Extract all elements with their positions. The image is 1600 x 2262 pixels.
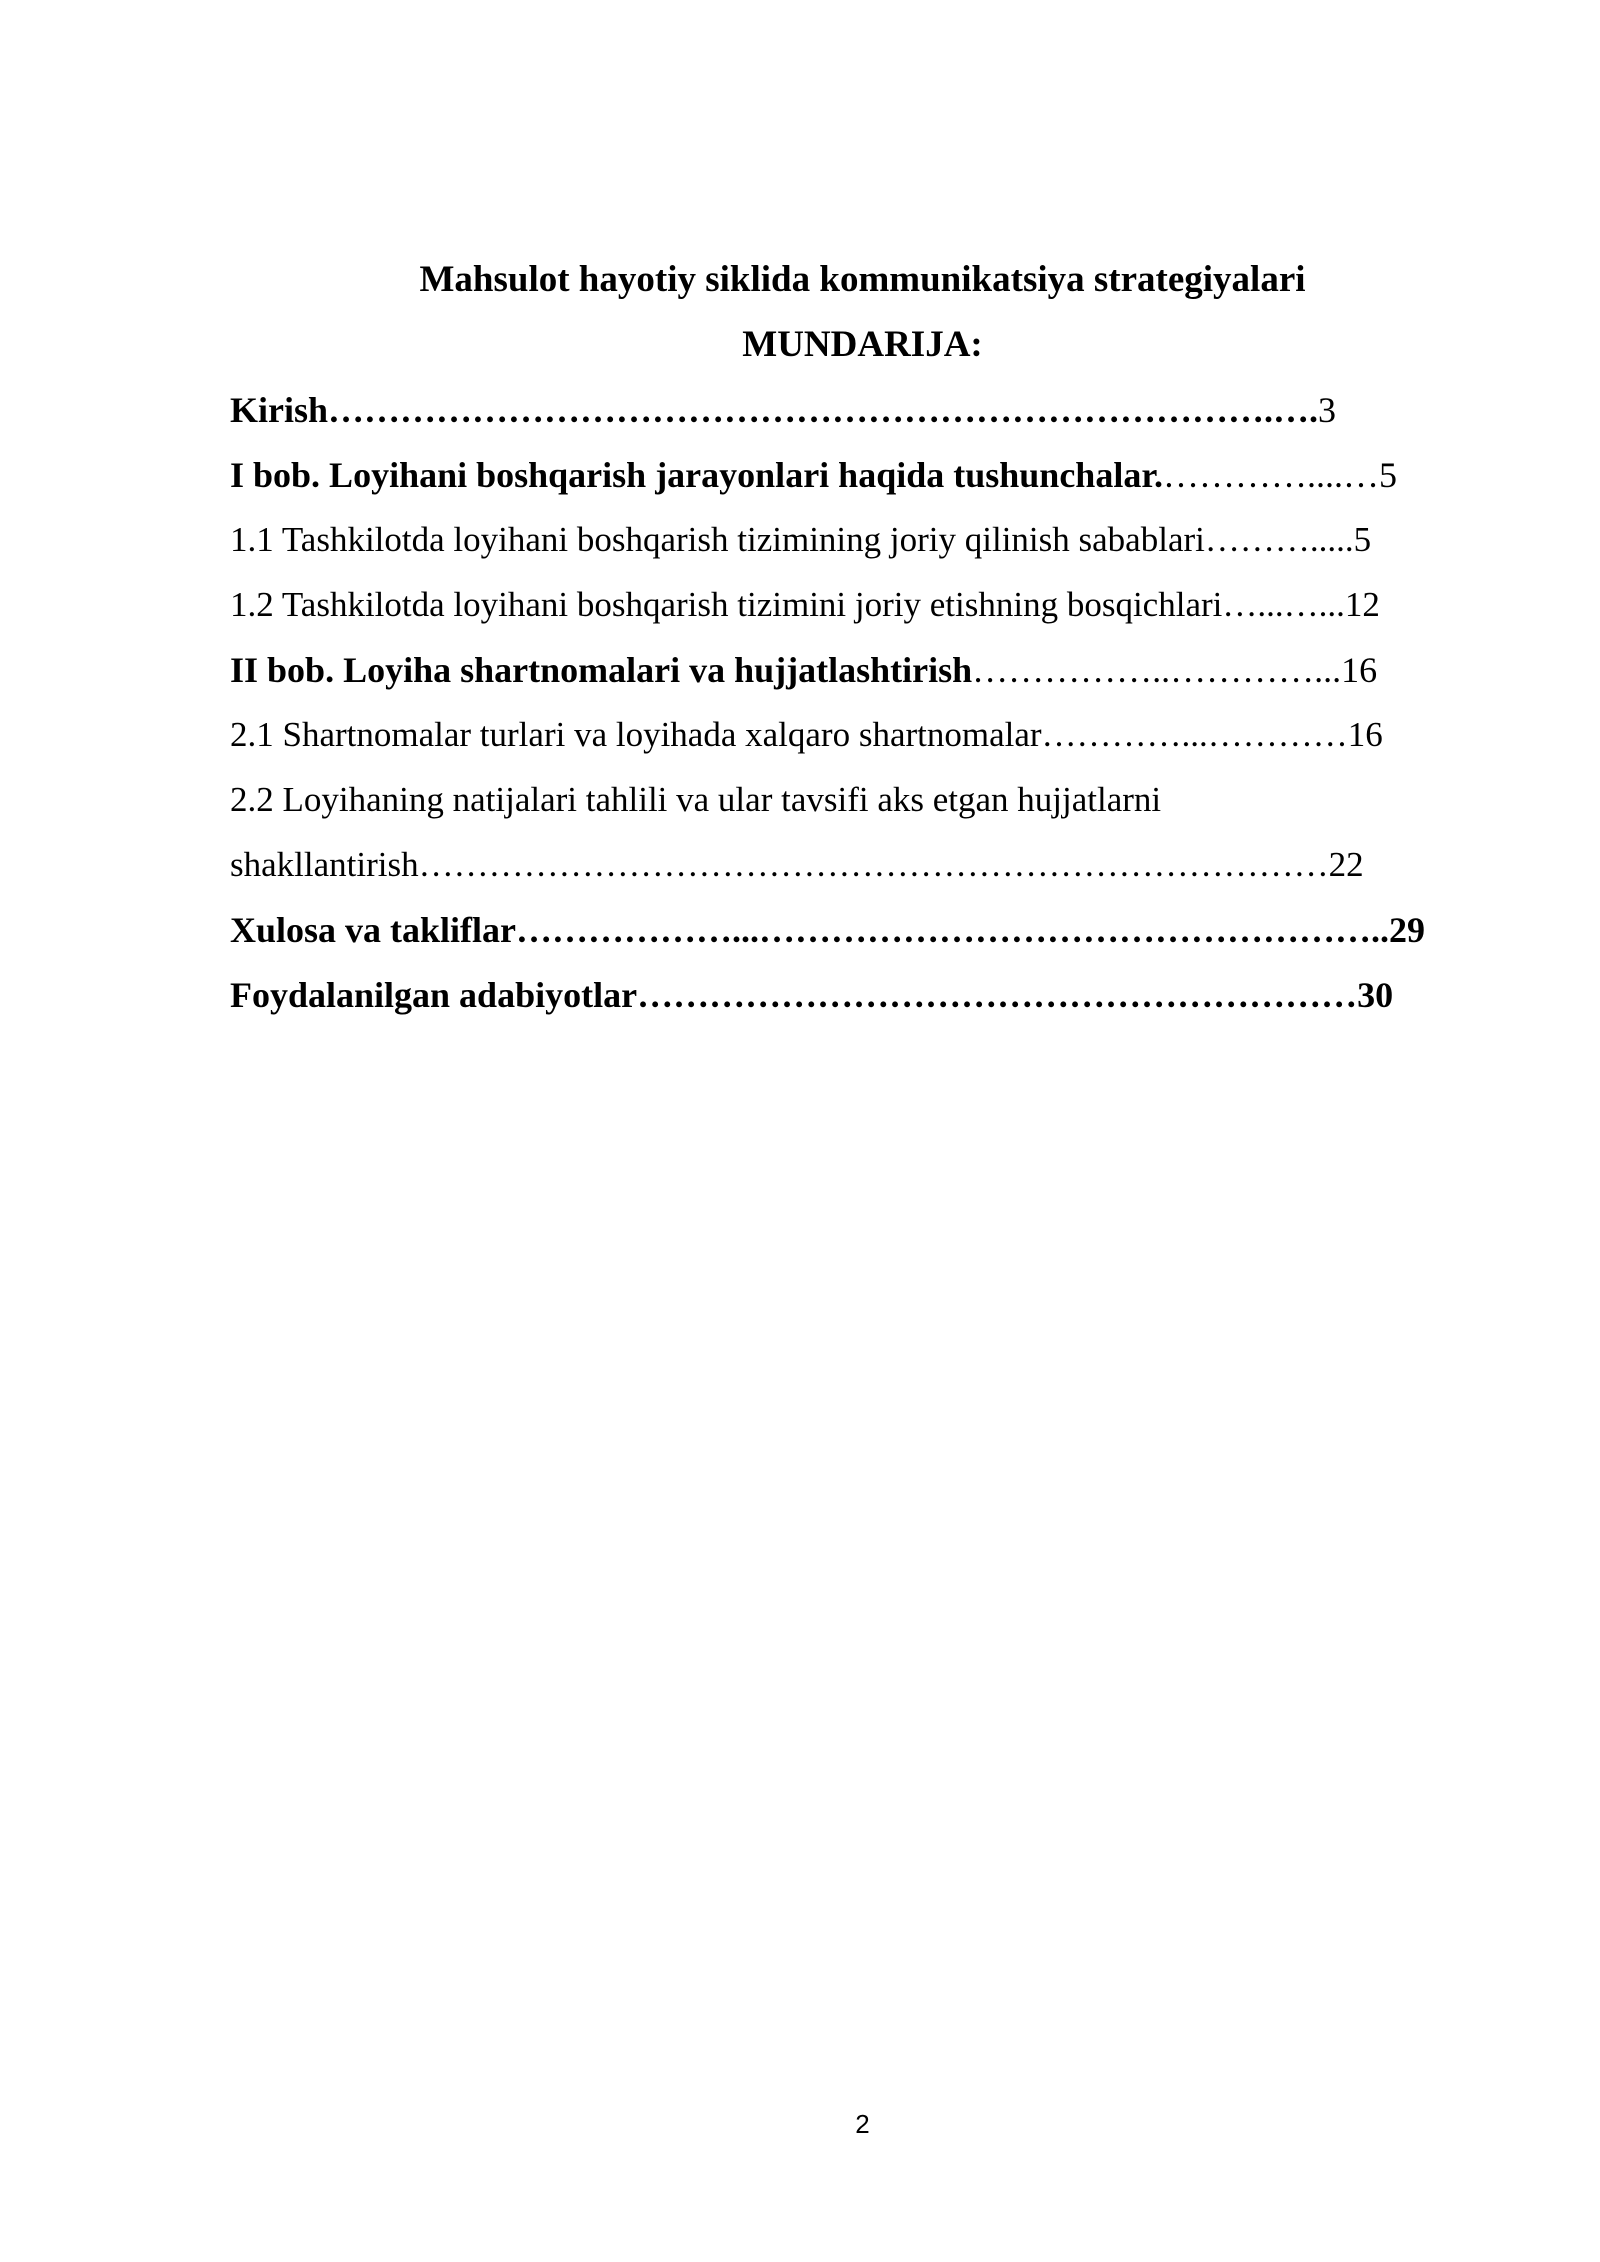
toc-entry-page: 29 xyxy=(1389,910,1426,950)
toc-entry-text: 2.2 Loyihaning natijalari tahlili va ular tavsifi aks etgan hujjatlarni xyxy=(230,780,1162,819)
toc-entry-references xyxy=(230,971,1490,1036)
toc-entry-text: shakllantirish xyxy=(230,845,419,884)
toc-entry-section-1-2 xyxy=(230,581,1490,646)
page-number: 2 xyxy=(855,2109,870,2139)
toc-entry-page: 3 xyxy=(1318,390,1337,430)
toc-entry-text: Kirish xyxy=(230,390,329,430)
toc-leader-dots: …………………………………………………………………….…. xyxy=(328,390,1319,430)
toc-entry-section-2-1 xyxy=(230,711,1490,776)
toc-entry-page: 16 xyxy=(1347,715,1383,754)
toc-entry-text: 1.1 Tashkilotda loyihani boshqarish tizimining joriy qilinish sabablari xyxy=(230,520,1205,559)
toc-leader-dots: …………………………………………………………………… xyxy=(418,845,1329,884)
toc-entry-page: 30 xyxy=(1357,975,1394,1015)
toc-leader-dots: …………....… xyxy=(1163,455,1379,495)
toc-entry-section-2-2-cont xyxy=(230,841,1490,906)
toc-leader-dots: ………..... xyxy=(1204,520,1354,559)
toc-heading: MUNDARIJA: xyxy=(742,324,983,365)
toc-entry-text: I bob. Loyihani boshqarish jarayonlari haqida tushunchalar. xyxy=(230,455,1163,495)
toc-entry-chapter-2 xyxy=(230,646,1490,711)
toc-entry-text: 2.1 Shartnomalar turlari va loyihada xalqaro shartnomalar xyxy=(230,715,1042,754)
toc-entry-kirish xyxy=(230,386,1490,451)
toc-entry-page: 5 xyxy=(1379,455,1397,495)
toc-leader-dots: …...…... xyxy=(1222,585,1345,624)
toc-entry-text: Foydalanilgan adabiyotlar xyxy=(230,975,638,1015)
table-of-contents xyxy=(230,386,1490,1036)
toc-entry-page: 12 xyxy=(1344,585,1380,624)
toc-leader-dots: …………………………………………………… xyxy=(637,975,1358,1015)
toc-entry-conclusion xyxy=(230,906,1490,971)
toc-leader-dots: ……………..…………... xyxy=(972,650,1342,690)
toc-leader-dots: ………………...…………………………………………….. xyxy=(516,910,1390,950)
toc-entry-page: 22 xyxy=(1328,845,1364,884)
toc-entry-text: II bob. Loyiha shartnomalari va hujjatlashtirish xyxy=(230,650,973,690)
toc-entry-text: 1.2 Tashkilotda loyihani boshqarish tizimini joriy etishning bosqichlari xyxy=(230,585,1223,624)
toc-entry-page: 5 xyxy=(1353,520,1372,559)
toc-entry-section-1-1 xyxy=(230,516,1490,581)
toc-entry-text: Xulosa va takliflar xyxy=(230,910,517,950)
toc-leader-dots: …………...………… xyxy=(1041,715,1348,754)
toc-entry-section-2-2 xyxy=(230,776,1490,841)
toc-entry-chapter-1 xyxy=(230,451,1490,516)
document-title: Mahsulot hayotiy siklida kommunikatsiya strategiyalari xyxy=(419,259,1306,300)
toc-entry-page: 16 xyxy=(1341,650,1378,690)
